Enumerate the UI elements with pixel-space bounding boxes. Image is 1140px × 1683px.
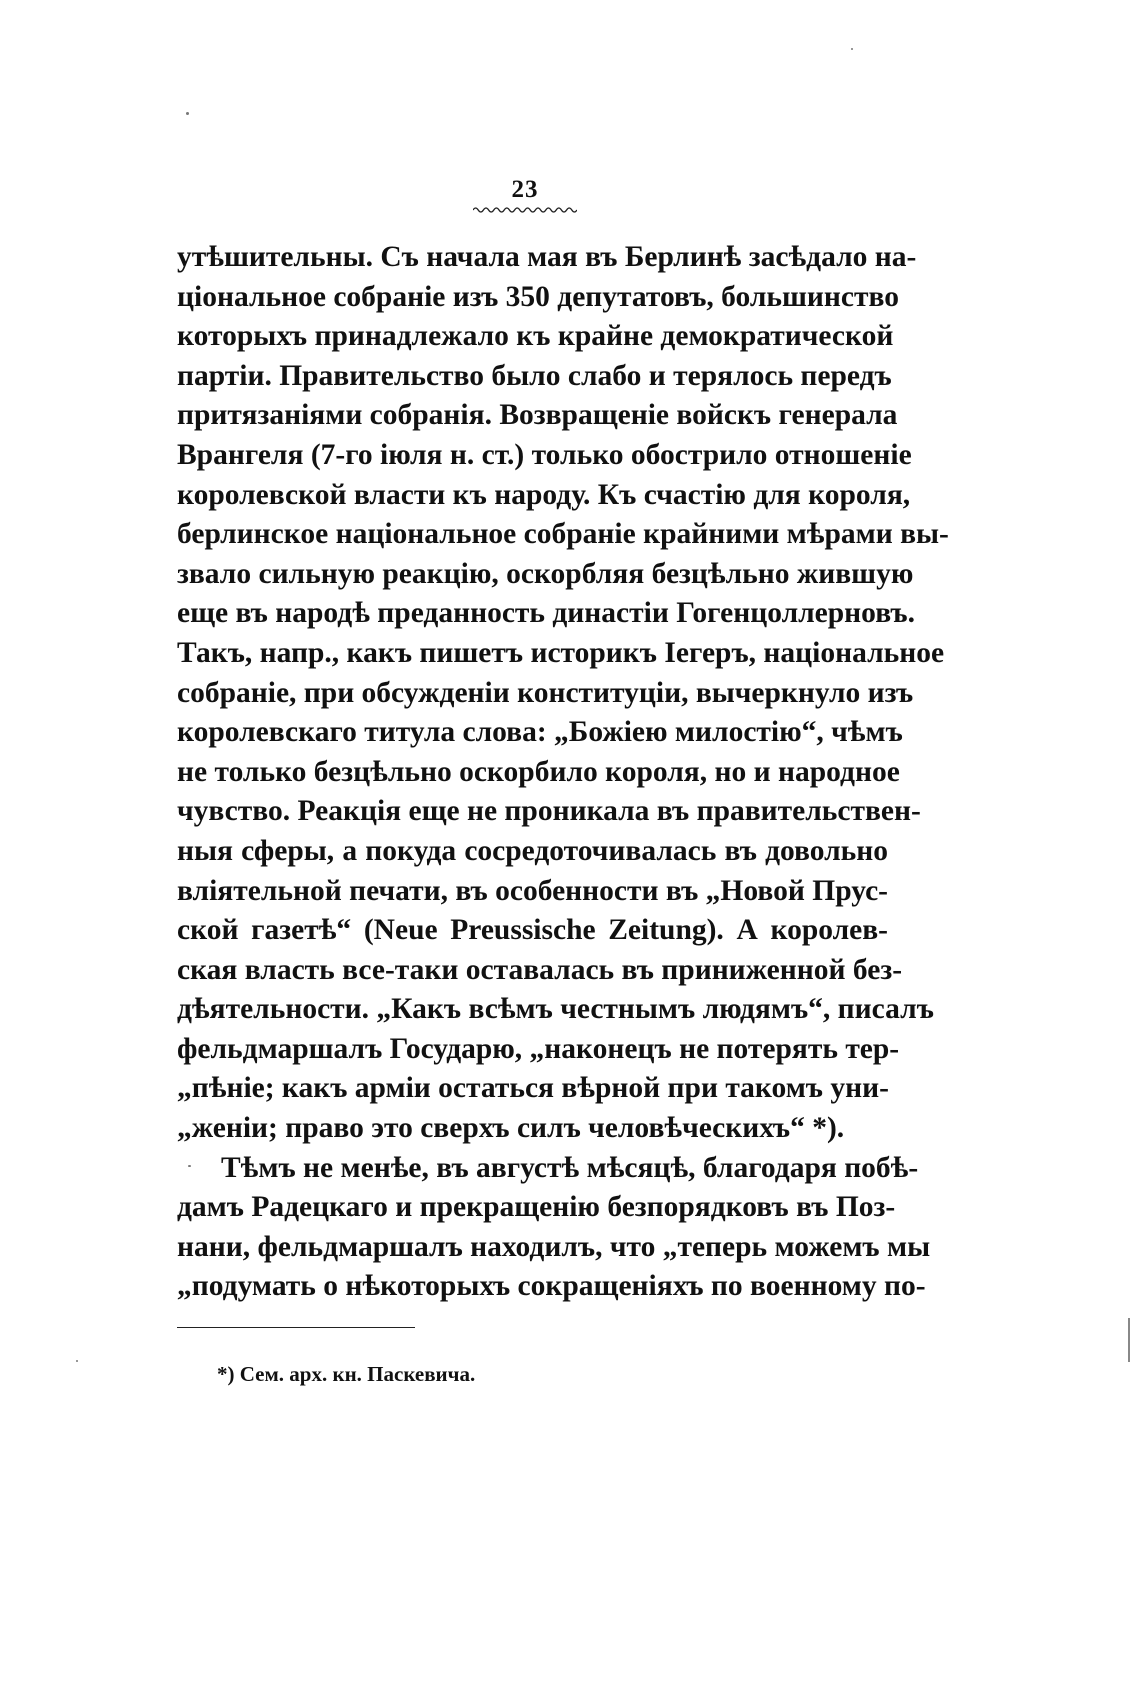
text-line: „женіи; право это сверхъ силъ человѣческихъ“ *).	[177, 1112, 845, 1145]
page-header	[460, 176, 590, 214]
text-line: нани, фельдмаршалъ находилъ, что „теперь можемъ мы	[177, 1230, 931, 1263]
text-line: ская власть все-таки оставалась въ приниженной без-	[177, 953, 903, 986]
text-line: чувство. Реакція еще не проникала въ правительствен-	[177, 795, 921, 828]
text-line: ныя сферы, а покуда сосредоточивалась въ довольно	[177, 834, 888, 867]
scan-speck	[186, 112, 189, 115]
text-line: королевскаго титула слова: „Божіею милостію“, чѣмъ	[177, 716, 903, 749]
scan-speck	[76, 1360, 78, 1362]
footnote: *) Сем. арх. кн. Паскевича.	[217, 1362, 476, 1386]
text-line: Врангеля (7-го іюля н. ст.) только обострило отношеніе	[177, 438, 912, 471]
text-line: собраніе, при обсужденіи конституціи, вычеркнуло изъ	[177, 676, 914, 709]
text-line: дамъ Радецкаго и прекращенію безпорядковъ въ Поз-	[177, 1191, 896, 1224]
text-line: ціональное собраніе изъ 350 депутатовъ, большинство	[177, 280, 899, 313]
wavy-ornament-icon	[473, 206, 577, 214]
text-line: „подумать о нѣкоторыхъ сокращеніяхъ по военному по-	[177, 1270, 926, 1303]
text-line: партіи. Правительство было слабо и терялось передъ	[177, 359, 892, 392]
footnote-divider	[177, 1327, 415, 1328]
text-line: Такъ, напр., какъ пишетъ историкъ Іегеръ, національное	[177, 636, 945, 669]
text-line: звало сильную реакцію, оскорбляя безцѣльно жившую	[177, 557, 914, 590]
text-line: притязаніями собранія. Возвращеніе войскъ генерала	[177, 399, 898, 432]
text-line: ской газетѣ“ (Neue Preussische Zeitung). А королев-	[177, 914, 888, 947]
text-line: „пѣніе; какъ арміи остаться вѣрной при такомъ уни-	[177, 1072, 889, 1105]
text-line: фельдмаршалъ Государю, „наконецъ не потерять тер-	[177, 1032, 900, 1065]
text-line: еще въ народѣ преданность династіи Гогенцоллерновъ.	[177, 597, 915, 630]
text-line: дѣятельности. „Какъ всѣмъ честнымъ людямъ“, писалъ	[177, 993, 934, 1026]
text-line: королевской власти къ народу. Къ счастію для короля,	[177, 478, 911, 511]
text-line: не только безцѣльно оскорбило короля, но и народное	[177, 755, 900, 788]
text-line: берлинское національное собраніе крайними мѣрами вы-	[177, 518, 949, 551]
scan-edge-mark	[1128, 1318, 1130, 1362]
text-line: вліятельной печати, въ особенности въ „Новой Прус-	[177, 874, 888, 907]
text-line: которыхъ принадлежало къ крайне демократической	[177, 320, 894, 353]
text-line: утѣшительны. Съ начала мая въ Берлинѣ засѣдало на-	[177, 241, 917, 273]
scan-speck	[851, 48, 853, 50]
body-text	[177, 238, 949, 1307]
paragraph-start-line: Тѣмъ не менѣе, въ августѣ мѣсяцѣ, благодаря побѣ-	[221, 1151, 919, 1184]
page-number: 23	[511, 176, 539, 203]
scan-speck	[188, 1165, 191, 1167]
